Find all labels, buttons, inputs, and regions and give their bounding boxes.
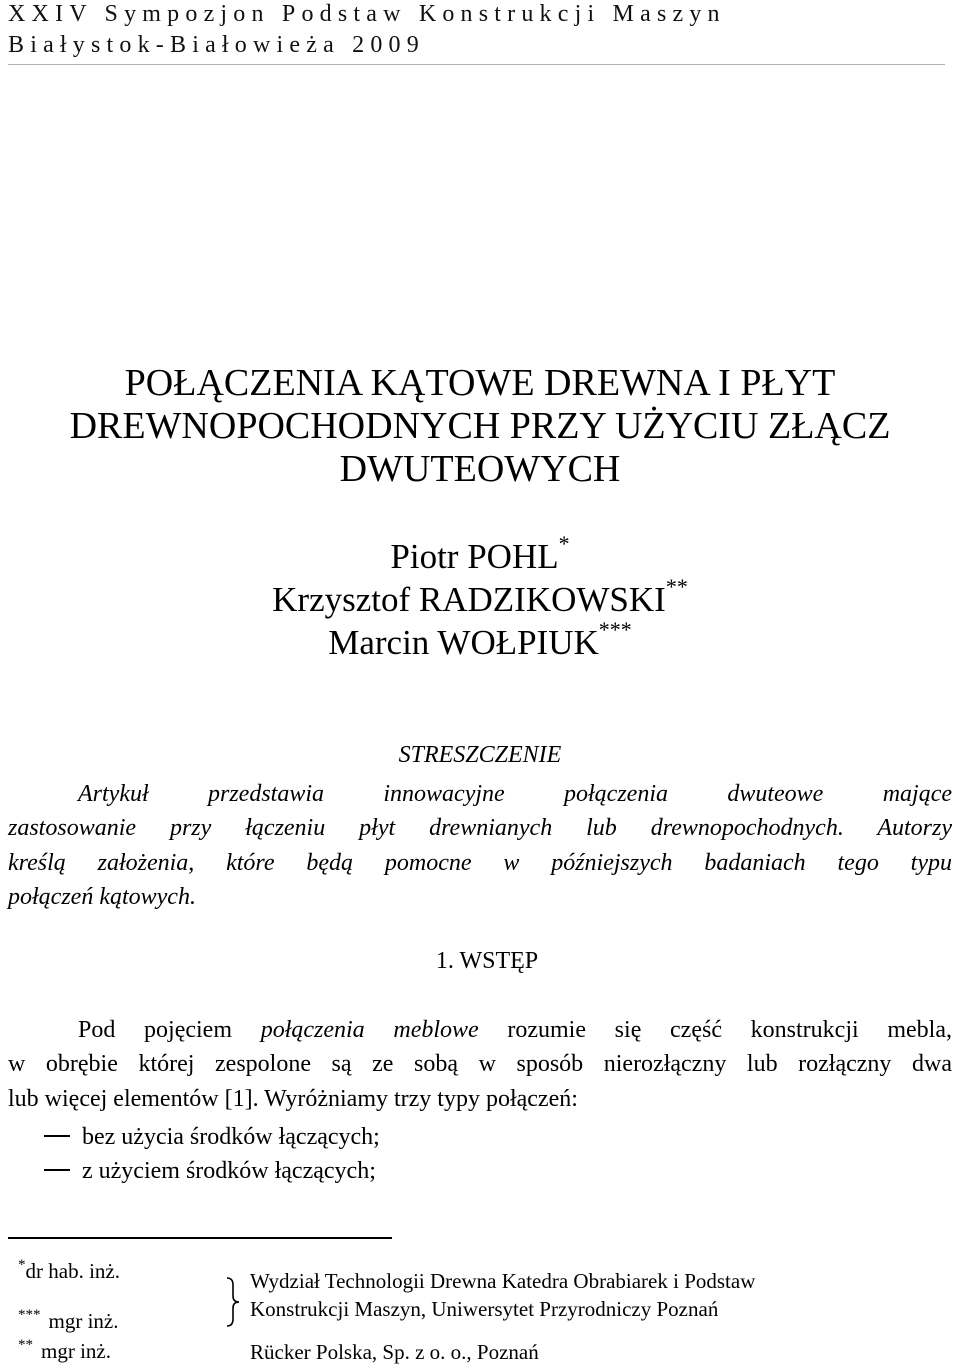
abstract-line-1: Artykuł przedstawia innowacyjne połączenia dwuteowe mające — [78, 781, 952, 807]
footnote-text: mgr inż. — [41, 1339, 111, 1363]
affiliation-line-2: Konstrukcji Maszyn, Uniwersytet Przyrodniczy Poznań — [250, 1297, 719, 1321]
brace-icon — [224, 1276, 240, 1328]
body-line-1 — [78, 1013, 952, 1048]
author-3 — [0, 617, 960, 668]
paper-title-line1: POŁĄCZENIA KĄTOWE DREWNA I PŁYT — [124, 362, 836, 404]
abstract-line-2: zastosowanie przy łączeniu płyt drewnianych lub drewnopochodnych. Autorzy — [8, 815, 952, 841]
footnote-text: dr hab. inż. — [25, 1259, 120, 1283]
list-item — [44, 1120, 380, 1155]
author-name: Marcin WOŁPIUK — [328, 623, 599, 662]
header-divider — [8, 64, 945, 65]
emphasized-term: połączenia meblowe — [260, 1017, 479, 1043]
footnote-3 — [18, 1339, 111, 1364]
list-item-text: bez użycia środków łączących; — [82, 1124, 380, 1150]
footnote-text: mgr inż. — [48, 1309, 119, 1333]
footnote-divider — [8, 1237, 392, 1239]
author-name: Piotr POHL — [390, 537, 559, 576]
paper-title-line2: DREWNOPOCHODNYCH PRZY UŻYCIU ZŁĄCZ — [69, 405, 891, 447]
abstract-line-3: kreślą założenia, które będą pomocne w późniejszych badaniach tego typu — [8, 850, 952, 876]
author-footnote-mark: *** — [598, 617, 632, 642]
list-item — [44, 1154, 376, 1189]
footnote-mark: *** — [18, 1307, 41, 1323]
body-text: rozumie się część konstrukcji mebla, — [478, 1017, 952, 1043]
body-line-3: lub więcej elementów [1]. Wyróżniamy trzy typy połączeń: — [8, 1086, 578, 1112]
author-name: Krzysztof RADZIKOWSKI — [272, 580, 666, 619]
paper-title-line3: DWUTEOWYCH — [339, 448, 621, 490]
conference-header-line1: XXIV Sympozjon Podstaw Konstrukcji Maszyn — [8, 1, 726, 27]
dash-bullet-icon — [44, 1169, 70, 1171]
author-footnote-mark: ** — [665, 574, 688, 599]
affiliation-line-3: Rücker Polska, Sp. z o. o., Poznań — [250, 1340, 539, 1364]
abstract-heading: STRESZCZENIE — [398, 742, 562, 768]
author-2 — [0, 574, 960, 625]
body-line-2: w obrębie której zespolone są ze sobą w sposób nierozłączny lub rozłączny dwa — [8, 1051, 952, 1077]
footnote-mark: * — [18, 1257, 26, 1273]
dash-bullet-icon — [44, 1135, 70, 1137]
affiliation-line-1: Wydział Technologii Drewna Katedra Obrabiarek i Podstaw — [250, 1269, 756, 1293]
section-heading: 1. WSTĘP — [435, 948, 539, 974]
conference-header-line2: Białystok-Białowieża 2009 — [8, 32, 425, 58]
author-1 — [0, 531, 960, 582]
author-footnote-mark: * — [558, 531, 570, 556]
abstract-line-4: połączeń kątowych. — [8, 884, 196, 910]
footnote-1 — [18, 1259, 120, 1284]
list-item-text: z użyciem środków łączących; — [82, 1158, 376, 1184]
footnote-2 — [18, 1309, 118, 1334]
body-text: Pod pojęciem — [78, 1017, 261, 1043]
footnote-mark: ** — [18, 1337, 33, 1353]
